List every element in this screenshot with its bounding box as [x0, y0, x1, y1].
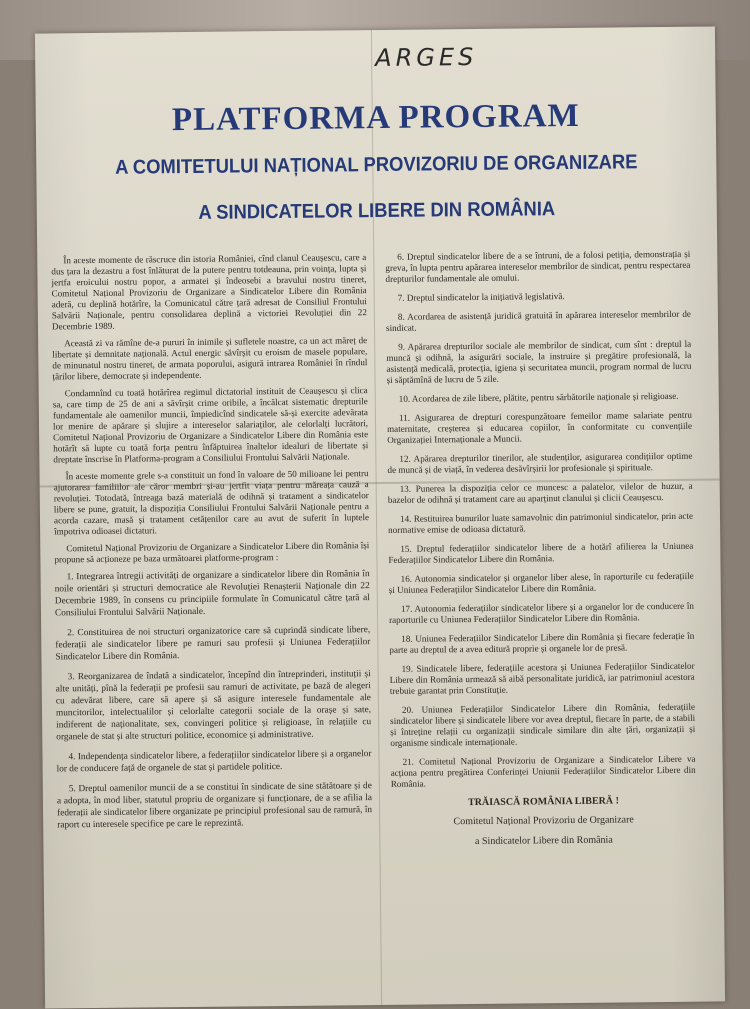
intro-paragraph: În aceste momente grele s-a constituit un fond în valoare de 50 milioane lei pentru ajutorarea familiilor ale căror membri și-au jertfit viața pentru măreața cauză a revoluției. Totodată, întreaga bază materială de odihnă și tratament a sindicatelor libere se pune, gratuit, la dispoziția Consiliului Frontului Salvării Naționale pentru a acorda cazare, masă și tratament cetățenilor care au avut de suferit în luptele împotriva odioasei dictaturi. — [53, 468, 370, 537]
intro-paragraph: Condamnînd cu toată hotărîrea regimul dictatorial instituit de Ceaușescu și clica sa, care timp de 25 de ani a săvîrșit crime oribile, a încălcat sistematic drepturile fundamentale ale oamenilor muncii, împiedicînd sindicatele să-și exercite adevărata lor menire de apărare și slujire a intereselor salariaților, ale celorlalți lucrători, Comitetul Național Provizoriu de Organizare a Sindicatelor Libere din România este hotărît să lupte cu toată forța pentru înfăptuirea înaltelor idealuri de libertate și dreptate înscrise în Platforma-program a Consiliului Frontului Salvării Naționale. — [52, 385, 369, 465]
program-point: 14. Restituirea bunurilor luate samavolnic din patrimoniul sindicatelor, prin acte normative emise de odioasa dictatură. — [388, 510, 694, 535]
program-point: 5. Dreptul oamenilor muncii de a se constitui în sindicate de sine stătătoare și de a adopta, în mod liber, statutul propriu de organizare și funcționare, de a se afilia la federații ale sindicatelor libere organizate pe principiul profesional sau de ramură, în raport cu interesele specifice pe care le reprezintă. — [56, 781, 373, 831]
intro-paragraph: În aceste momente de răscruce din istoria României, cînd clanul Ceaușescu, care a dus țara la dezastru a fost înlăturat de la putere pentru totdeauna, prin voința, lupta și jertfa eroicului nostru popor, a armatei și îndeosebi a bravului nostru tineret, Comitetul Național Provizoriu de Organizare a Sindicatelor Libere din România aderă, cu deplină hotărîre, la Comunicatul către țară adresat de Consiliul Frontului Salvării Naționale, pentru consolidarea deplină a victoriei Revoluției din 22 Decembrie 1989. — [51, 252, 367, 332]
document-poster — [35, 26, 725, 1008]
program-point: 6. Dreptul sindicatelor libere de a se întruni, de a folosi petiția, demonstrația și greva, în lupta pentru apărarea intereselor membrilor de sindicat, pentru respectarea drepturilor fundamentale ale omului. — [385, 248, 691, 284]
closing-slogan: TRĂIASCĂ ROMÂNIA LIBERĂ ! — [467, 795, 619, 809]
document-subtitle-line1: A COMITETULUI NAȚIONAL PROVIZORIU DE ORGANIZARE — [115, 151, 638, 179]
signature-line: a Sindicatelor Libere din România — [474, 834, 613, 848]
program-point: 2. Constituirea de noi structuri organizatorice care să cuprindă sindicate libere, federații ale sindicatelor libere pe ramuri sau profesii și Uniunea Federațiilor Sindicatelor Libere din România. — [55, 625, 371, 663]
program-point: 18. Uniunea Federațiilor Sindicatelor Libere din România și fiecare federație în parte au dreptul de a avea editură proprie și organele lor de presă. — [389, 630, 695, 655]
left-column — [51, 252, 372, 839]
program-point: 20. Uniunea Federațiilor Sindicatelor Libere din România, federațiile sindicatelor libere și sindicatele libere vor avea dreptul, fiecare în parte, de a stabili și întreține relații cu organizații sindicale similare din alte țări, organizații și organisme sindicale internaționale. — [390, 701, 696, 748]
program-point: 8. Acordarea de asistență juridică gratuită în apărarea intereselor membrilor de sindicat. — [385, 308, 691, 333]
program-point: 7. Dreptul sindicatelor la inițiativă legislativă. — [397, 291, 565, 303]
program-point: 13. Punerea la dispoziția celor ce muncesc a palatelor, vilelor de huzur, a bazelor de odihnă și tratament care au aparținut clanului și clicii Ceaușescu. — [387, 480, 693, 505]
program-point: 12. Apărarea drepturilor tinerilor, ale studenților, asigurarea condițiilor optime de muncă și de viață, în vederea desăvîrșirii lor profesionale și spirituale. — [387, 450, 693, 475]
program-point: 1. Integrarea întregii activități de organizare a sindicatelor libere din România în noile orientări și structuri democratice ale Revoluției Renașterii Naționale din 22 Decembrie 1989, în consens cu principiile formulate în Comunicatul către țară al Consiliului Frontului Salvării Naționale. — [54, 569, 370, 619]
program-point: 19. Sindicatele libere, federațiile acestora și Uniunea Federațiilor Sindicatelor Libere din România urmează să aibă personalitate juridică, iar patrimoniul acestora trebuie garantat prin Constituție. — [389, 660, 695, 696]
intro-paragraph: Comitetul Național Provizoriu de Organizare a Sindicatelor Libere din România își propune să acționeze pe baza următoarei platforme-program : — [54, 540, 370, 565]
signature-line: Comitetul Național Provizoriu de Organizare — [453, 814, 634, 828]
document-subtitle-line2: A SINDICATELOR LIBERE DIN ROMÂNIA — [198, 198, 556, 224]
program-point: 21. Comitetul Național Provizoriu de Organizare a Sindicatelor Libere va acționa pentru pregătirea Conferinței Uniunii Federațiilor Sindicatelor Libere din România. — [390, 753, 696, 789]
right-column — [385, 249, 696, 857]
program-point: 4. Independența sindicatelor libere, a federațiilor sindicatelor libere și a organelor lor de conducere față de organele de stat și partidele politice. — [56, 749, 372, 775]
program-point: 9. Apărarea drepturilor sociale ale membrilor de sindicat, cum sînt : dreptul la muncă și odihnă, la asigurări sociale, la instruire și pregătire profesională, la asistență medicală, protecția, igiena și securitatea muncii, program normal de lucru și săptămînă de lucru de 5 zile. — [386, 338, 692, 385]
intro-paragraph: Această zi va rămîne de-a pururi în inimile și sufletele noastre, ca un act măreț de libertate și demnitate națională. Actul energic săvîrșit cu eroism de masele populare, de minunatul nostru tineret, de armata poporului, asigură intrarea României în rîndul țărilor libere, democrate și independente. — [52, 335, 368, 382]
document-title: PLATFORMA PROGRAM — [171, 97, 580, 139]
program-point: 15. Dreptul federațiilor sindicatelor libere de a hotărî afilierea la Uniunea Federațiilor Sindicatelor Libere din România. — [388, 540, 694, 565]
program-point: 16. Autonomia sindicatelor și organelor liber alese, în raporturile cu federațiile și Uniunea Federațiilor Sindicatelor Libere din România. — [388, 570, 694, 595]
handwritten-note: ARGES — [375, 42, 478, 73]
program-point: 3. Reorganizarea de îndată a sindicatelor, începînd din întreprinderi, instituții și alte unități, pînă la federații pe profesii sau ramuri de activitate, pe bază de alegeri cu adevărat libere, care să apere și să asigure interesele fundamentale ale muncitorilor, intelectualilor și celorlalte categorii sociale de la orașe și sate, indiferent de naționalitate, sex, convingeri politice și religioase, în relațiile cu organele de stat și alte structuri politice, economice și administrative. — [55, 669, 372, 743]
program-point: 11. Asigurarea de drepturi corespunzătoare femeilor mame salariate pentru maternitate, creșterea și educarea copiilor, în conformitate cu convențiile Organizației Internaționale a Muncii. — [387, 409, 693, 445]
program-point: 17. Autonomia federațiilor sindicatelor libere și a organelor lor de conducere în raporturile cu Uniunea Federațiilor Sindicatelor Libere din România. — [389, 600, 694, 625]
program-point: 10. Acordarea de zile libere, plătite, pentru sărbătorile naționale și religioase. — [398, 390, 679, 404]
